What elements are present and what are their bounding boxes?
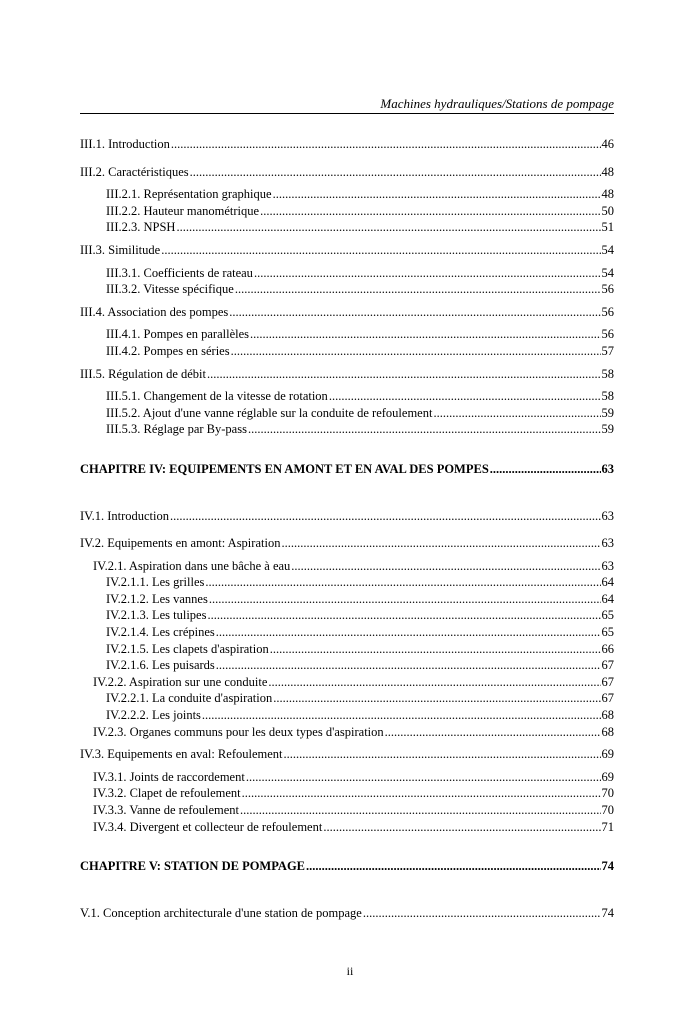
toc-entry-page: 68 — [601, 708, 614, 723]
toc-entry[interactable] — [80, 535, 614, 552]
toc-entry[interactable] — [80, 724, 614, 741]
toc-entry[interactable] — [80, 785, 614, 802]
toc-entry[interactable] — [80, 641, 614, 658]
toc-leader-dots — [161, 242, 600, 259]
toc-entry-label: IV.1. Introduction — [80, 508, 169, 523]
toc-entry[interactable] — [80, 326, 614, 343]
toc-entry-label: IV.2.1.6. Les puisards — [106, 658, 215, 673]
toc-entry[interactable] — [80, 242, 614, 259]
toc-entry-page: 59 — [601, 405, 614, 420]
toc-leader-dots — [171, 136, 601, 153]
toc-entry-label: III.2. Caractéristiques — [80, 164, 189, 179]
toc-entry-page: 58 — [601, 389, 614, 404]
toc-entry-label: III.4.1. Pompes en parallèles — [106, 327, 250, 342]
toc-leader-dots — [176, 219, 600, 236]
toc-entry-label: IV.2.1.1. Les grilles — [106, 575, 205, 590]
toc-entry[interactable] — [80, 607, 614, 624]
toc-entry-label: III.2.1. Représentation graphique — [106, 187, 272, 202]
toc-entry-label: III.5.1. Changement de la vitesse de rotation — [106, 389, 328, 404]
toc-entry-page: 70 — [601, 786, 614, 801]
toc-entry-page: 63 — [601, 461, 614, 476]
toc-entry-page: 67 — [601, 674, 614, 689]
toc-entry-page: 65 — [601, 625, 614, 640]
toc-entry-label: III.1. Introduction — [80, 137, 170, 151]
toc-entry[interactable] — [80, 769, 614, 786]
toc-entry-label: III.2.3. NPSH — [106, 220, 176, 235]
toc-entry-label: IV.2.1.3. Les tulipes — [106, 608, 207, 623]
toc-entry-label: III.2.2. Hauteur manométrique — [106, 203, 260, 218]
toc-entry[interactable] — [80, 819, 614, 836]
toc-entry-page: 48 — [601, 187, 614, 202]
toc-entry-page: 50 — [601, 203, 614, 218]
toc-leader-dots — [231, 343, 601, 360]
toc-leader-dots — [268, 674, 600, 691]
toc-entry[interactable] — [80, 624, 614, 641]
toc-entry[interactable] — [80, 574, 614, 591]
toc-leader-dots — [248, 421, 601, 438]
toc-entry-label: IV.3.2. Clapet de refoulement — [93, 786, 241, 801]
toc-entry-page: 70 — [601, 803, 614, 817]
toc-entry[interactable] — [80, 657, 614, 674]
toc-leader-dots — [291, 558, 600, 575]
toc-entry-page: 71 — [601, 819, 614, 834]
toc-chapter-entry[interactable] — [80, 461, 614, 478]
toc-leader-dots — [284, 746, 601, 763]
toc-leader-dots — [240, 802, 600, 819]
toc-entry-page: 48 — [601, 164, 614, 179]
toc-leader-dots — [385, 724, 601, 741]
toc-leader-dots — [209, 591, 601, 608]
toc-entry-page: 63 — [601, 558, 614, 573]
toc-leader-dots — [207, 366, 600, 383]
toc-entry-label: IV.2.2.1. La conduite d'aspiration — [106, 691, 273, 706]
toc-leader-dots — [323, 819, 600, 836]
toc-entry-page: 59 — [601, 422, 614, 437]
toc-entry-page: 68 — [601, 724, 614, 739]
toc-leader-dots — [205, 574, 600, 591]
toc-entry[interactable] — [80, 265, 614, 282]
toc-leader-dots — [363, 905, 601, 922]
toc-entry-label: V.1. Conception architecturale d'une station de pompage — [80, 905, 362, 920]
toc-entry-label: IV.2.1.2. Les vannes — [106, 591, 208, 606]
toc-entry-page: 51 — [601, 220, 614, 235]
table-of-contents — [80, 136, 614, 921]
toc-leader-dots — [306, 858, 600, 875]
toc-entry[interactable] — [80, 281, 614, 298]
toc-leader-dots — [250, 326, 600, 343]
toc-entry-page: 46 — [601, 137, 614, 151]
toc-entry[interactable] — [80, 905, 614, 922]
toc-leader-dots — [170, 508, 601, 525]
toc-entry-label: III.5.3. Réglage par By-pass — [106, 422, 247, 437]
toc-entry-label: III.3.1. Coefficients de rateau — [106, 265, 253, 280]
toc-entry-label: IV.3.3. Vanne de refoulement — [93, 803, 240, 817]
toc-entry-page: 69 — [601, 769, 614, 784]
toc-entry[interactable] — [80, 186, 614, 203]
toc-entry-label: CHAPITRE V: STATION DE POMPAGE — [80, 859, 306, 874]
toc-entry[interactable] — [80, 421, 614, 438]
toc-entry[interactable] — [80, 674, 614, 691]
toc-entry[interactable] — [80, 558, 614, 575]
toc-entry[interactable] — [80, 343, 614, 360]
toc-entry-page: 66 — [601, 641, 614, 656]
toc-leader-dots — [202, 707, 601, 724]
toc-entry[interactable] — [80, 405, 614, 422]
toc-entry[interactable] — [80, 388, 614, 405]
toc-leader-dots — [190, 164, 601, 181]
toc-entry[interactable] — [80, 802, 614, 819]
toc-leader-dots — [216, 624, 601, 641]
toc-entry-label: IV.2.1.5. Les clapets d'aspiration — [106, 641, 269, 656]
toc-leader-dots — [260, 203, 600, 220]
toc-entry-label: IV.2.2.2. Les joints — [106, 708, 201, 723]
toc-entry-label: III.4. Association des pompes — [80, 304, 229, 319]
toc-entry[interactable] — [80, 690, 614, 707]
toc-entry-label: IV.2.2. Aspiration sur une conduite — [93, 674, 268, 689]
toc-entry-label: CHAPITRE IV: EQUIPEMENTS EN AMONT ET EN AVAL DES POMPES — [80, 461, 489, 476]
toc-leader-dots — [433, 405, 600, 422]
toc-entry[interactable] — [80, 366, 614, 383]
toc-entry-label: IV.3.1. Joints de raccordement — [93, 769, 245, 784]
toc-entry[interactable] — [80, 219, 614, 236]
toc-entry-page: 65 — [601, 608, 614, 623]
toc-leader-dots — [329, 388, 601, 405]
toc-entry-label: IV.2.1.4. Les crépines — [106, 625, 215, 640]
toc-entry-label: IV.2.1. Aspiration dans une bâche à eau — [93, 558, 291, 573]
toc-entry-page: 56 — [601, 282, 614, 297]
toc-entry-label: IV.2. Equipements en amont: Aspiration — [80, 536, 281, 551]
toc-entry-page: 64 — [601, 591, 614, 606]
toc-leader-dots — [216, 657, 601, 674]
toc-entry-label: III.5.2. Ajout d'une vanne réglable sur la conduite de refoulement — [106, 405, 433, 420]
running-header-title: Machines hydrauliques/Stations de pompage — [380, 96, 614, 111]
toc-leader-dots — [242, 785, 601, 802]
toc-leader-dots — [273, 186, 601, 203]
toc-leader-dots — [281, 535, 600, 552]
toc-entry-label: IV.2.3. Organes communs pour les deux types d'aspiration — [93, 724, 384, 739]
running-header — [80, 96, 614, 114]
toc-entry-label: III.5. Régulation de débit — [80, 366, 207, 381]
toc-entry[interactable] — [80, 707, 614, 724]
toc-entry-page: 67 — [601, 658, 614, 673]
toc-chapter-entry[interactable] — [80, 858, 614, 875]
toc-entry-page: 54 — [601, 265, 614, 280]
toc-leader-dots — [490, 461, 601, 478]
toc-entry-page: 69 — [601, 747, 614, 762]
toc-entry-page: 57 — [601, 343, 614, 358]
toc-leader-dots — [246, 769, 601, 786]
toc-entry-label: III.3.2. Vitesse spécifique — [106, 282, 234, 297]
toc-entry-page: 56 — [601, 327, 614, 342]
toc-entry-page: 74 — [601, 859, 614, 874]
toc-entry-label: III.3. Similitude — [80, 242, 161, 257]
toc-leader-dots — [229, 304, 600, 321]
toc-entry-page: 56 — [601, 304, 614, 319]
toc-leader-dots — [207, 607, 600, 624]
toc-entry-label: III.4.2. Pompes en séries — [106, 343, 230, 358]
toc-leader-dots — [273, 690, 600, 707]
toc-entry-page: 74 — [601, 905, 614, 920]
toc-entry[interactable] — [80, 508, 614, 525]
toc-entry[interactable] — [80, 136, 614, 153]
toc-entry[interactable] — [80, 304, 614, 321]
toc-entry[interactable] — [80, 203, 614, 220]
toc-entry-page: 58 — [601, 366, 614, 381]
toc-entry[interactable] — [80, 164, 614, 181]
toc-leader-dots — [270, 641, 601, 658]
toc-entry-page: 67 — [601, 691, 614, 706]
page-number: ii — [346, 964, 354, 978]
toc-entry-page: 63 — [601, 508, 614, 523]
toc-leader-dots — [235, 281, 601, 298]
toc-entry-label: IV.3. Equipements en aval: Refoulement — [80, 747, 283, 762]
toc-leader-dots — [254, 265, 601, 282]
toc-entry[interactable] — [80, 591, 614, 608]
page-footer — [0, 964, 700, 979]
toc-entry-page: 64 — [601, 575, 614, 590]
toc-entry-page: 63 — [601, 536, 614, 551]
toc-entry-label: IV.3.4. Divergent et collecteur de refoulement — [93, 819, 323, 834]
toc-entry[interactable] — [80, 746, 614, 763]
toc-entry-page: 54 — [601, 242, 614, 257]
